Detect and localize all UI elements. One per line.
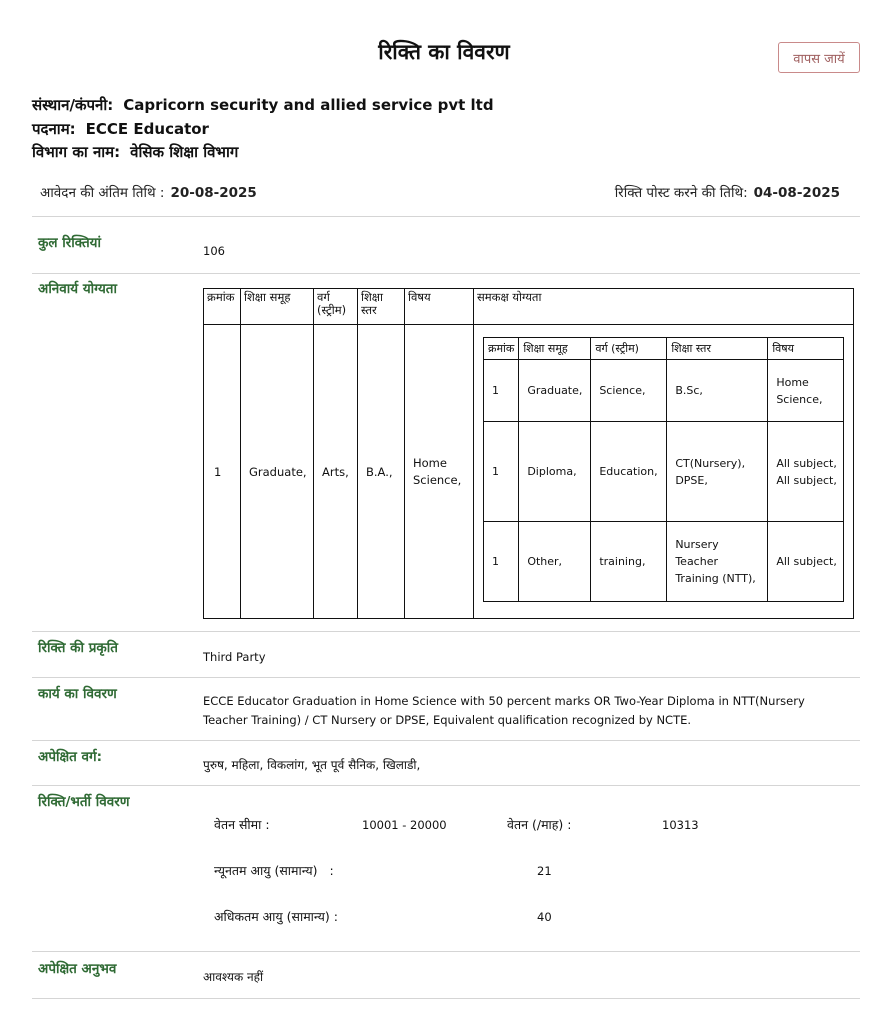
col-header-equivalent: समकक्ष योग्यता [474,289,854,325]
qualification-label: अनिवार्य योग्यता [38,281,117,297]
experience-label: अपेक्षित अनुभव [38,961,117,977]
eq-cell-group: Other, [519,522,591,602]
eq-cell-stream: Science, [591,360,667,422]
eq-header-stream: वर्ग (स्ट्रीम) [591,338,667,360]
eq-cell-level: B.Sc, [667,360,768,422]
salary-month-value: 10313 [662,818,699,832]
divider [32,998,860,999]
divider [32,785,860,786]
company-value: Capricorn security and allied service pvt ltd [123,96,494,114]
qualification-table [203,288,854,619]
nature-label: रिक्ति की प्रकृति [38,640,118,656]
col-header-stream: वर्ग (स्ट्रीम) [314,289,358,325]
department-row [32,142,238,162]
cell-stream: Arts, [314,325,358,619]
department-value: वेसिक शिक्षा विभाग [130,143,239,161]
post-value: ECCE Educator [85,120,209,138]
divider [32,273,860,274]
back-button[interactable]: वापस जायें [778,42,860,73]
eq-cell-group: Graduate, [519,360,591,422]
eq-header-level: शिक्षा स्तर [667,338,768,360]
last-date [40,183,257,201]
table-row [204,325,854,619]
table-row [484,422,844,522]
eq-header-group: शिक्षा समूह [519,338,591,360]
eq-cell-subject: Home Science, [768,360,844,422]
divider [32,740,860,741]
min-age-label: न्यूनतम आयु (सामान्य) : [214,863,334,878]
eq-cell-sno: 1 [484,522,519,602]
min-age-value: 21 [537,864,552,878]
cell-group: Graduate, [241,325,314,619]
vacancies-label: कुल रिक्तियां [38,235,101,251]
table-row [484,522,844,602]
eq-cell-subject: All subject, [768,522,844,602]
category-value: पुरुष, महिला, विकलांग, भूत पूर्व सैनिक, खिलाडी, [203,758,421,772]
job-desc-label: कार्य का विवरण [38,686,117,702]
equivalent-cell [474,325,854,619]
max-age-value: 40 [537,910,552,924]
eq-cell-stream: Education, [591,422,667,522]
post-label: पदनाम: [32,120,76,138]
recruitment-label: रिक्ति/भर्ती विवरण [38,794,130,810]
post-date-value: 04-08-2025 [753,185,840,201]
salary-range-value: 10001 - 20000 [362,818,447,832]
col-header-level: शिक्षा स्तर [358,289,405,325]
company-row [32,95,494,115]
post-date [615,183,840,201]
cell-subject: Home Science, [405,325,474,619]
salary-range-label: वेतन सीमा : [214,817,270,832]
eq-cell-level: CT(Nursery), DPSE, [667,422,768,522]
eq-cell-sno: 1 [484,360,519,422]
eq-header-sno: क्रमांक [484,338,519,360]
col-header-subject: विषय [405,289,474,325]
divider [32,677,860,678]
col-header-sno: क्रमांक [204,289,241,325]
category-label: अपेक्षित वर्ग: [38,749,103,765]
company-label: संस्थान/कंपनी: [32,96,114,114]
post-date-label: रिक्ति पोस्ट करने की तिथि: [614,185,748,201]
max-age-label: अधिकतम आयु (सामान्य) : [214,909,338,924]
equivalent-table [483,337,844,602]
salary-month-label: वेतन (/माह) : [507,817,572,832]
last-date-label: आवेदन की अंतिम तिथि : [40,185,165,201]
col-header-group: शिक्षा समूह [241,289,314,325]
divider [32,951,860,952]
department-label: विभाग का नाम: [32,143,121,161]
cell-level: B.A., [358,325,405,619]
experience-value: आवश्यक नहीं [203,970,264,984]
post-row [32,119,209,139]
table-row [484,360,844,422]
eq-cell-stream: training, [591,522,667,602]
vacancies-value: 106 [203,244,225,258]
nature-value: Third Party [203,650,266,664]
last-date-value: 20-08-2025 [170,185,257,201]
job-desc-value: ECCE Educator Graduation in Home Science with 50 percent marks OR Two-Year Diploma in NTT(Nursery Teacher Training) / CT Nursery or DPSE, Equivalent qualification recognized by NCTE. [203,694,805,727]
page-title: रिक्ति का विवरण [378,40,510,64]
divider [32,631,860,632]
cell-sno: 1 [204,325,241,619]
eq-cell-group: Diploma, [519,422,591,522]
eq-cell-level: Nursery Teacher Training (NTT), [667,522,768,602]
divider [32,216,860,217]
eq-cell-subject: All subject, All subject, [768,422,844,522]
eq-header-subject: विषय [768,338,844,360]
eq-cell-sno: 1 [484,422,519,522]
